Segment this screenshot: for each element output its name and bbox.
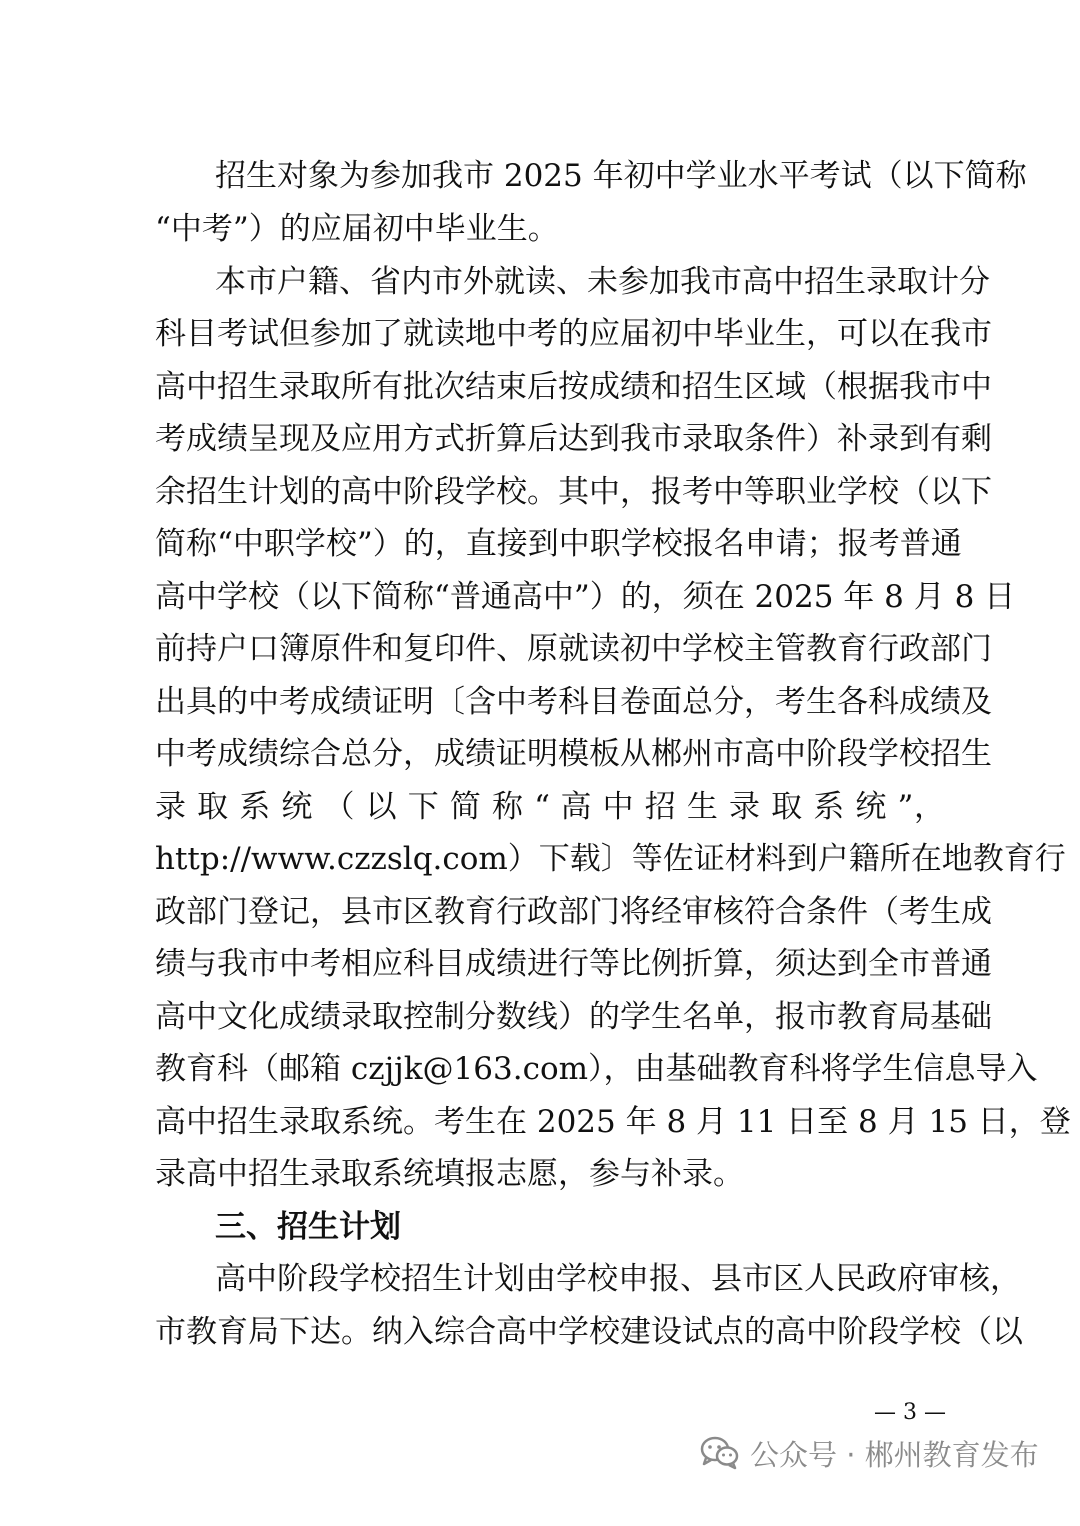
paragraph-line: 科目考试但参加了就读地中考的应届初中毕业生，可以在我市 xyxy=(155,316,992,352)
section-heading: 三、招生计划 xyxy=(215,1209,401,1245)
watermark-text: 公众号 · 郴州教育发布 xyxy=(750,1437,1039,1472)
paragraph-line: 招生对象为参加我市 2025 年初中学业水平考试（以下简称 xyxy=(215,158,1027,194)
paragraph-line: 高中招生录取所有批次结束后按成绩和招生区域（根据我市中 xyxy=(155,369,992,405)
page-number: — 3 — xyxy=(874,1400,946,1425)
paragraph-line: 绩与我市中考相应科目成绩进行等比例折算，须达到全市普通 xyxy=(155,946,992,982)
paragraph-line: “中考”）的应届初中毕业生。 xyxy=(155,211,559,247)
paragraph-line: 前持户口簿原件和复印件、原就读初中学校主管教育行政部门 xyxy=(155,631,992,667)
wechat-icon xyxy=(700,1436,740,1470)
paragraph-line: 录高中招生录取系统填报志愿，参与补录。 xyxy=(155,1156,744,1192)
paragraph-line: 高中阶段学校招生计划由学校申报、县市区人民政府审核， xyxy=(215,1261,1021,1297)
paragraph-line: http://www.czzslq.com）下载〕等佐证材料到户籍所在地教育行 xyxy=(155,841,1066,877)
paragraph-line: 高中学校（以下简称“普通高中”）的，须在 2025 年 8 月 8 日 xyxy=(155,579,1016,615)
paragraph-line: 高中文化成绩录取控制分数线）的学生名单，报市教育局基础 xyxy=(155,999,992,1035)
paragraph-line: 考成绩呈现及应用方式折算后达到我市录取条件）补录到有剩 xyxy=(155,421,992,457)
watermark xyxy=(700,1428,1039,1478)
paragraph-line: 市教育局下达。纳入综合高中学校建设试点的高中阶段学校（以 xyxy=(155,1314,1023,1350)
paragraph-line: 高中招生录取系统。考生在 2025 年 8 月 11 日至 8 月 15 日，登 xyxy=(155,1104,1071,1140)
paragraph-line: 简称“中职学校”）的，直接到中职学校报名申请；报考普通 xyxy=(155,526,962,562)
paragraph-line: 录 取 系 统 （ 以 下 简 称 “ 高 中 招 生 录 取 系 统 ”， xyxy=(155,789,945,825)
paragraph-line: 教育科（邮箱 czjjk@163.com），由基础教育科将学生信息导入 xyxy=(155,1051,1038,1087)
paragraph-line: 出具的中考成绩证明〔含中考科目卷面总分，考生各科成绩及 xyxy=(155,684,992,720)
paragraph-line: 余招生计划的高中阶段学校。其中，报考中等职业学校（以下 xyxy=(155,474,992,510)
paragraph-line: 中考成绩综合总分，成绩证明模板从郴州市高中阶段学校招生 xyxy=(155,736,992,772)
paragraph-line: 本市户籍、省内市外就读、未参加我市高中招生录取计分 xyxy=(215,264,990,300)
paragraph-line: 政部门登记，县市区教育行政部门将经审核符合条件（考生成 xyxy=(155,894,992,930)
